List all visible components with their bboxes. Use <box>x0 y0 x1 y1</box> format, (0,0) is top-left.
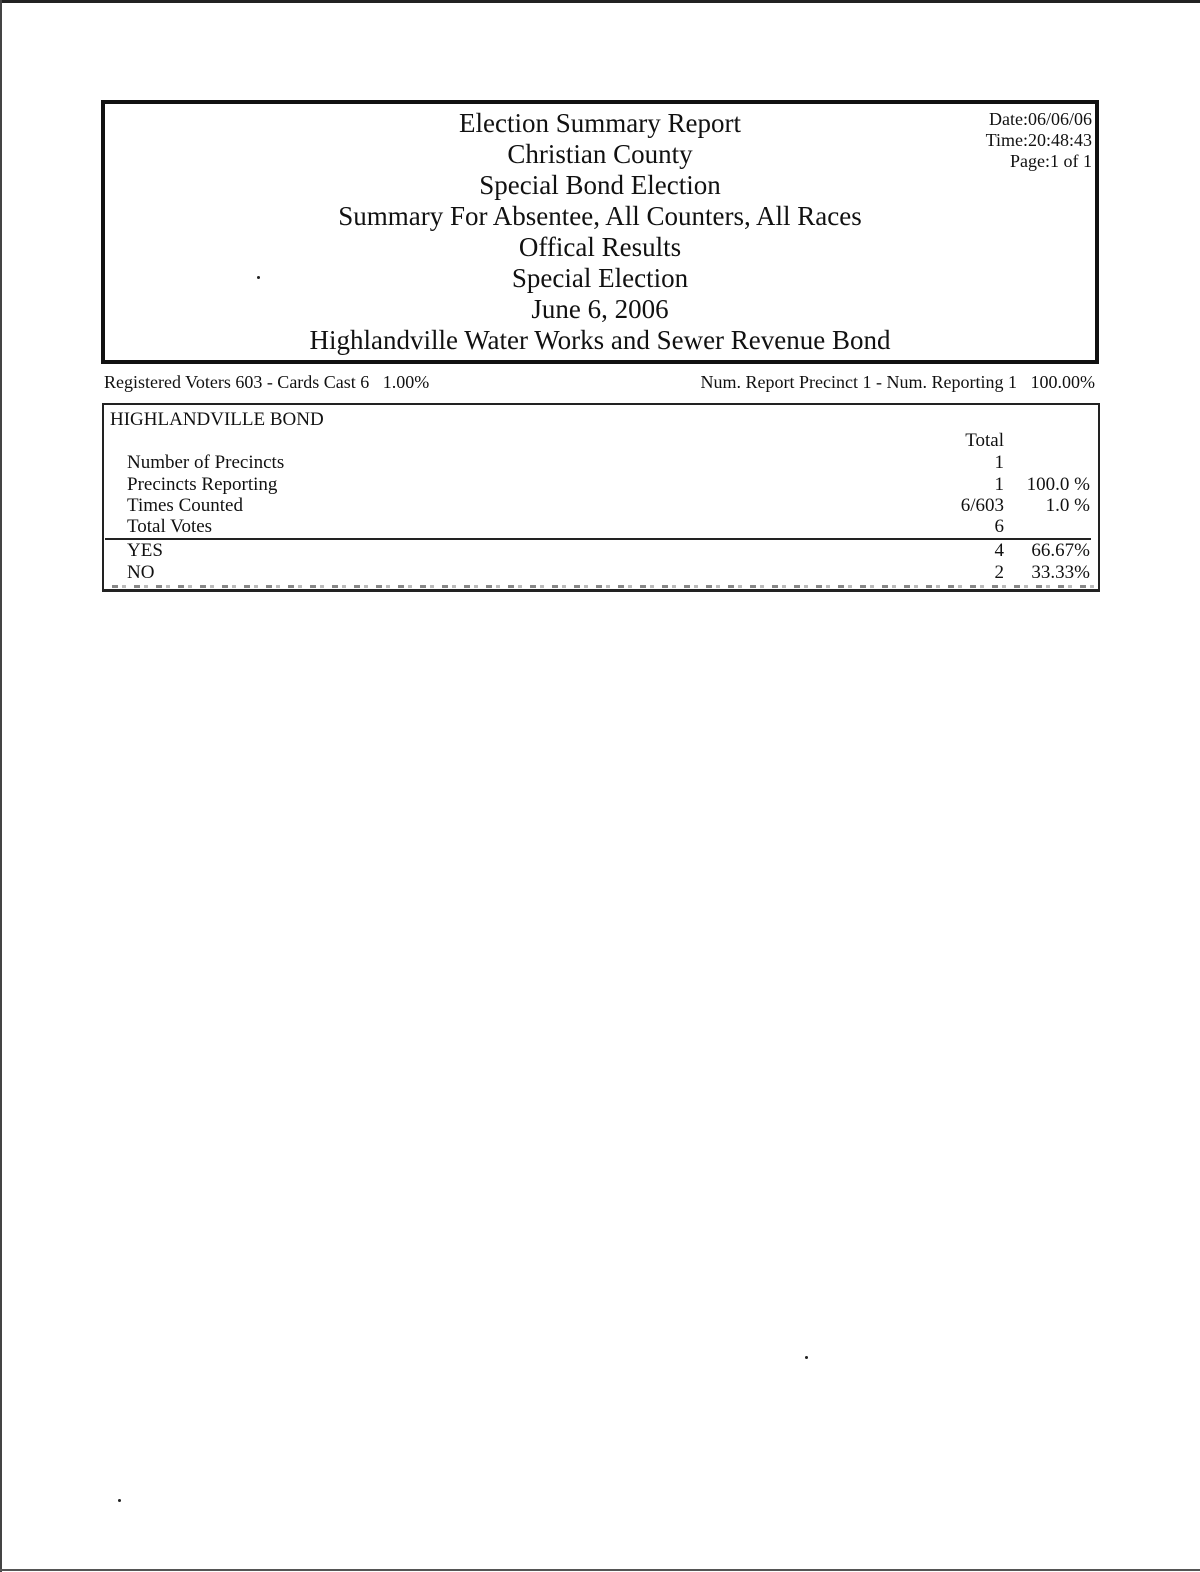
stat-value: 6 <box>994 516 1004 537</box>
stat-row <box>104 495 1098 517</box>
scan-speck <box>805 1356 808 1359</box>
stat-label: Total Votes <box>127 516 213 537</box>
scan-artifact-line <box>112 585 1102 588</box>
stat-percent: 1.0 % <box>1045 495 1090 516</box>
precinct-reporting-summary: Num. Report Precinct 1 - Num. Reporting 1 100.00% <box>700 372 1095 392</box>
election-date: June 6, 2006 <box>531 294 669 324</box>
choice-row-no <box>104 562 1098 584</box>
scan-speck <box>257 276 260 279</box>
choice-votes: 2 <box>994 562 1004 583</box>
report-time: Time:20:48:43 <box>985 130 1092 150</box>
total-column-header: Total <box>965 430 1004 451</box>
race-results-box <box>102 403 1100 592</box>
scan-speck <box>118 1499 121 1502</box>
summary-scope: Summary For Absentee, All Counters, All Races <box>338 201 862 231</box>
choice-label: NO <box>127 562 155 583</box>
page-edge-bottom <box>0 1569 1200 1571</box>
county-name: Christian County <box>507 139 693 169</box>
stat-label: Precincts Reporting <box>127 474 278 495</box>
choice-row-yes <box>104 540 1098 562</box>
report-header <box>101 100 1099 364</box>
page-edge-top <box>0 0 1200 3</box>
results-status: Offical Results <box>518 232 682 262</box>
choice-percent: 33.33% <box>1031 562 1090 583</box>
report-title-block <box>105 108 1095 356</box>
stat-value: 1 <box>994 474 1004 495</box>
report-date: Date:06/06/06 <box>989 109 1092 129</box>
choice-votes: 4 <box>994 540 1004 561</box>
stat-percent: 100.0 % <box>1026 474 1090 495</box>
report-title: Election Summary Report <box>459 108 741 138</box>
page-edge-left <box>0 0 2 1572</box>
election-type: Special Election <box>511 263 689 293</box>
registered-voters-summary: Registered Voters 603 - Cards Cast 6 1.00% <box>104 372 430 392</box>
choice-label: YES <box>127 540 163 561</box>
stat-label: Number of Precincts <box>127 452 285 473</box>
choice-percent: 66.67% <box>1031 540 1090 561</box>
stat-value: 1 <box>994 452 1004 473</box>
race-title: HIGHLANDVILLE BOND <box>110 409 324 430</box>
bond-name: Highlandville Water Works and Sewer Revenue Bond <box>309 325 891 355</box>
stat-row <box>104 452 1098 474</box>
report-meta <box>986 109 1092 172</box>
stat-label: Times Counted <box>127 495 243 516</box>
stat-row <box>104 516 1098 538</box>
stat-value: 6/603 <box>960 495 1004 516</box>
stat-row <box>104 474 1098 496</box>
report-page: Page:1 of 1 <box>1010 151 1092 171</box>
election-name: Special Bond Election <box>479 170 721 200</box>
